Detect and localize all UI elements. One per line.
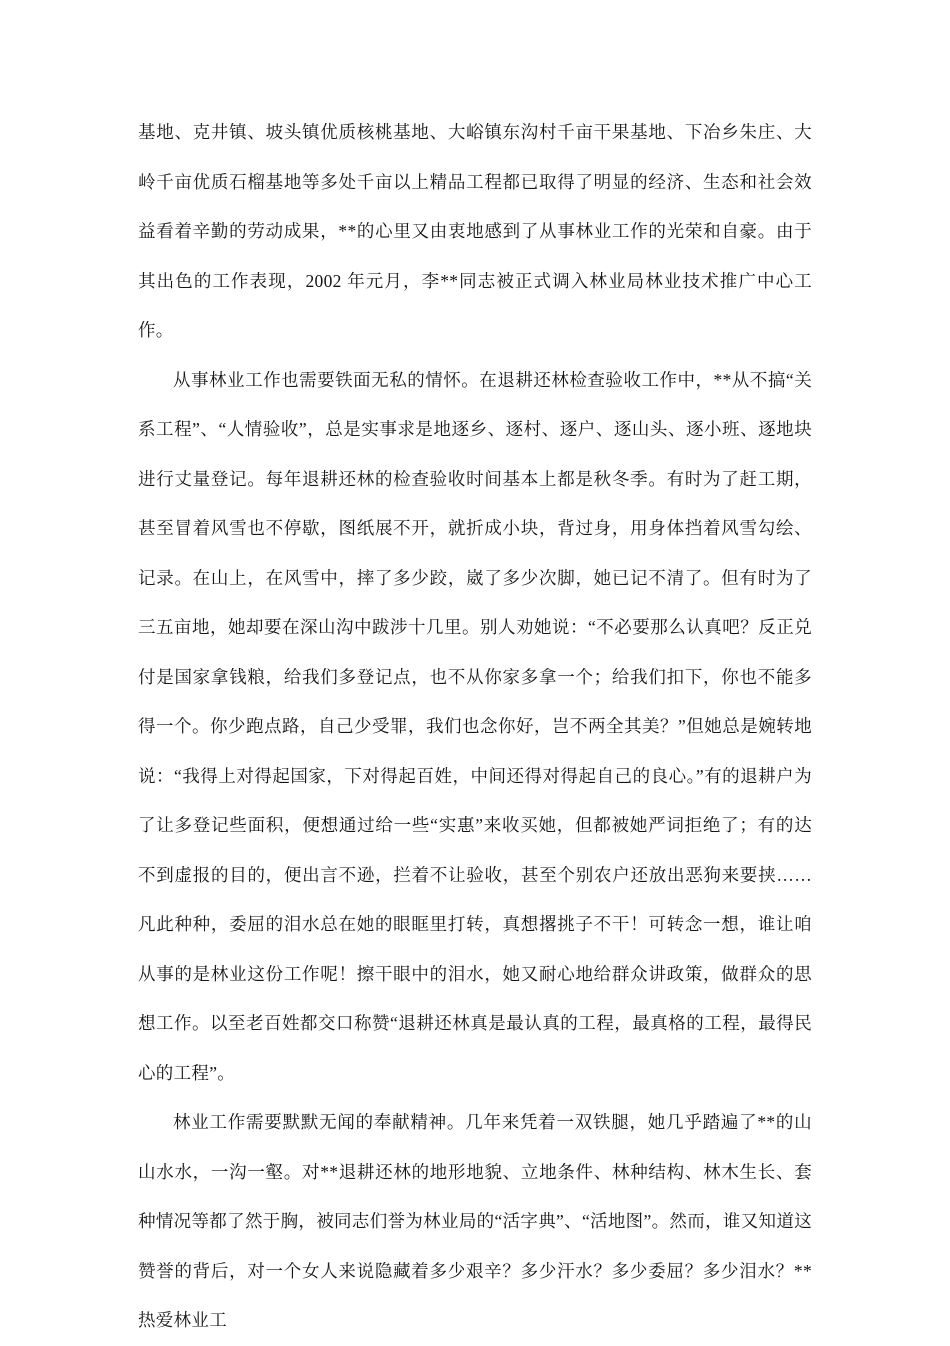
paragraph-body-1: 从事林业工作也需要铁面无私的情怀。在退耕还林检查验收工作中，**从不搞“关系工程”、“人情验收”，总是实事求是地逐乡、逐村、逐户、逐山头、逐小班、逐地块进行丈量登记。每年退耕还林的检查验收时间基本上都是秋冬季。有时为了赶工期，甚至冒着风雪也不停歇，图纸展不开，就折成小块，背过身，用身体挡着风雪勾绘、记录。在山上，在风雪中，摔了多少跤，崴了多少次脚，她已记不清了。但有时为了三五亩地，她却要在深山沟中跋涉十几里。别人劝她说：“不必要那么认真吧？反正兑付是国家拿钱粮，给我们多登记点，也不从你家多拿一个；给我们扣下，你也不能多得一个。你少跑点路，自己少受罪，我们也念你好，岂不两全其美？”但她总是婉转地说：“我得上对得起国家，下对得起百姓，中间还得对得起自己的良心。”有的退耕户为了让多登记些面积，便想通过给一些“实惠”来收买她，但都被她严词拒绝了；有的达不到虚报的目的，便出言不逊，拦着不让验收，甚至个别农户还放出恶狗来要挟……凡此种种，委屈的泪水总在她的眼眶里打转，真想撂挑子不干！可转念一想，谁让咱从事的是林业这份工作呢！擦干眼中的泪水，她又耐心地给群众讲政策，做群众的思想工作。以至老百姓都交口称赞“退耕还林真是最认真的工程，最真格的工程，最得民心的工程”。 bbox=[138, 369, 812, 1083]
paragraph-continuation: 基地、克井镇、坡头镇优质核桃基地、大峪镇东沟村千亩干果基地、下冶乡朱庄、大岭千亩优质石榴基地等多处千亩以上精品工程都已取得了明显的经济、生态和社会效益看着辛勤的劳动成果，**的心里又由衷地感到了从事林业工作的光荣和自豪。由于其出色的工作表现，2002 年元月，李**同志被正式调入林业局林业技术推广中心工作。 bbox=[138, 122, 812, 340]
paragraph-body-2: 林业工作需要默默无闻的奉献精神。几年来凭着一双铁腿，她几乎踏遍了**的山山水水，一沟一壑。对**退耕还林的地形地貌、立地条件、林种结构、林木生长、套种情况等都了然于胸，被同志们誉为林业局的“活字典”、“活地图”。然而，谁又知道这赞誉的背后，对一个女人来说隐藏着多少艰辛？多少汗水？多少委屈？多少泪水？**热爱林业工 bbox=[138, 1112, 812, 1330]
